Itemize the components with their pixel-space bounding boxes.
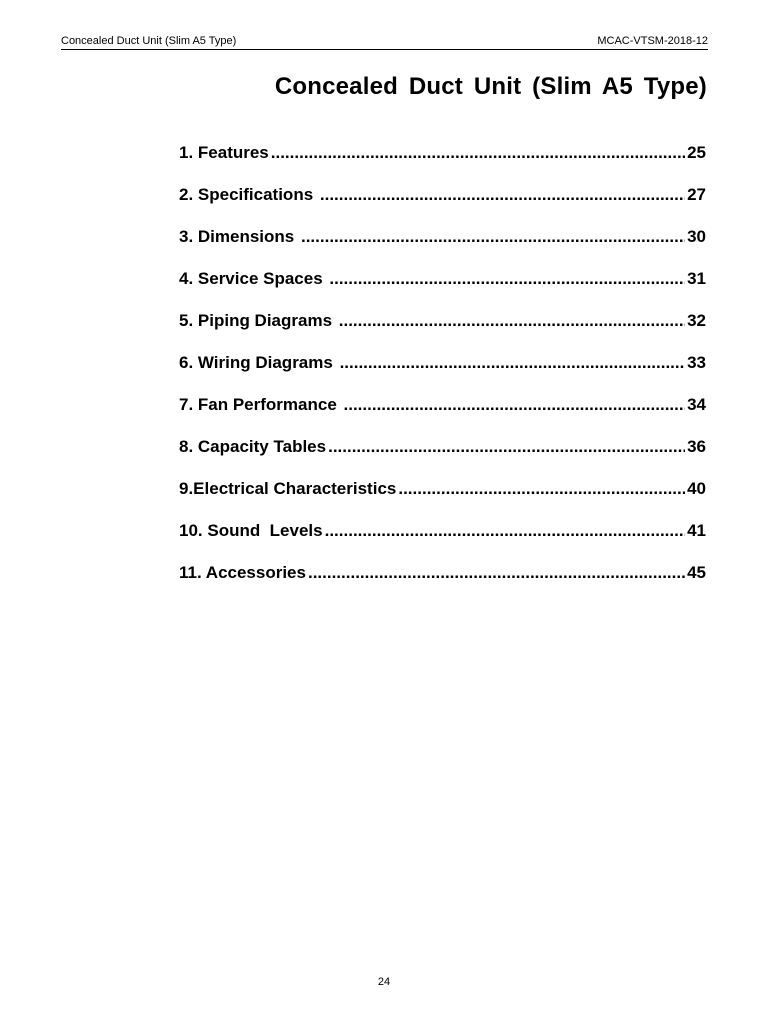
section-title: Concealed Duct Unit (Slim A5 Type) <box>274 73 707 100</box>
toc-dot-leader <box>308 560 685 586</box>
toc-entry-fan-performance[interactable] <box>179 392 706 434</box>
toc-page-number: 27 <box>687 185 706 204</box>
page-header <box>61 33 708 50</box>
toc-dot-leader <box>339 308 685 334</box>
toc-entry-label: 4. Service Spaces <box>179 269 328 288</box>
page-number: 24 <box>377 976 391 988</box>
toc-dot-leader <box>325 518 685 544</box>
toc-entry-electrical-characteristics[interactable] <box>179 476 706 518</box>
toc-entry-label: 11. Accessories <box>179 563 306 582</box>
toc-dot-leader <box>320 182 685 208</box>
toc-dot-leader <box>340 350 686 376</box>
toc-entry-sound-levels[interactable] <box>179 518 706 560</box>
toc-entry-label: 10. Sound Levels <box>179 521 323 540</box>
toc-page-number: 40 <box>687 479 706 498</box>
toc-dot-leader <box>329 266 685 292</box>
toc-entry-label: 6. Wiring Diagrams <box>179 353 338 372</box>
toc-page-number: 32 <box>687 311 706 330</box>
toc-entry-label: 5. Piping Diagrams <box>179 311 337 330</box>
toc-entry-features[interactable] <box>179 140 706 182</box>
toc-entry-label: 3. Dimensions <box>179 227 299 246</box>
toc-page-number: 30 <box>687 227 706 246</box>
toc-entry-label: 9.Electrical Characteristics <box>179 479 397 498</box>
toc-page-number: 31 <box>687 269 706 288</box>
header-document-title: Concealed Duct Unit (Slim A5 Type) <box>61 35 237 47</box>
toc-dot-leader <box>328 434 685 460</box>
toc-dot-leader <box>398 476 685 502</box>
toc-page-number: 36 <box>687 437 706 456</box>
toc-entry-specifications[interactable] <box>179 182 706 224</box>
toc-entry-dimensions[interactable] <box>179 224 706 266</box>
toc-entry-label: 2. Specifications <box>179 185 318 204</box>
toc-page-number: 34 <box>687 395 706 414</box>
toc-entry-label: 7. Fan Performance <box>179 395 342 414</box>
toc-page-number: 33 <box>687 353 706 372</box>
table-of-contents <box>179 140 706 602</box>
toc-dot-leader <box>301 224 685 250</box>
toc-entry-label: 8. Capacity Tables <box>179 437 327 456</box>
header-document-code: MCAC-VTSM-2018-12 <box>597 35 708 47</box>
toc-entry-accessories[interactable] <box>179 560 706 602</box>
toc-dot-leader <box>344 392 686 418</box>
toc-entry-service-spaces[interactable] <box>179 266 706 308</box>
toc-entry-label: 1. Features <box>179 143 269 162</box>
toc-entry-piping-diagrams[interactable] <box>179 308 706 350</box>
toc-dot-leader <box>271 140 685 166</box>
toc-page-number: 41 <box>687 521 706 540</box>
toc-page-number: 45 <box>687 563 706 582</box>
toc-entry-wiring-diagrams[interactable] <box>179 350 706 392</box>
toc-page-number: 25 <box>687 143 706 162</box>
toc-entry-capacity-tables[interactable] <box>179 434 706 476</box>
